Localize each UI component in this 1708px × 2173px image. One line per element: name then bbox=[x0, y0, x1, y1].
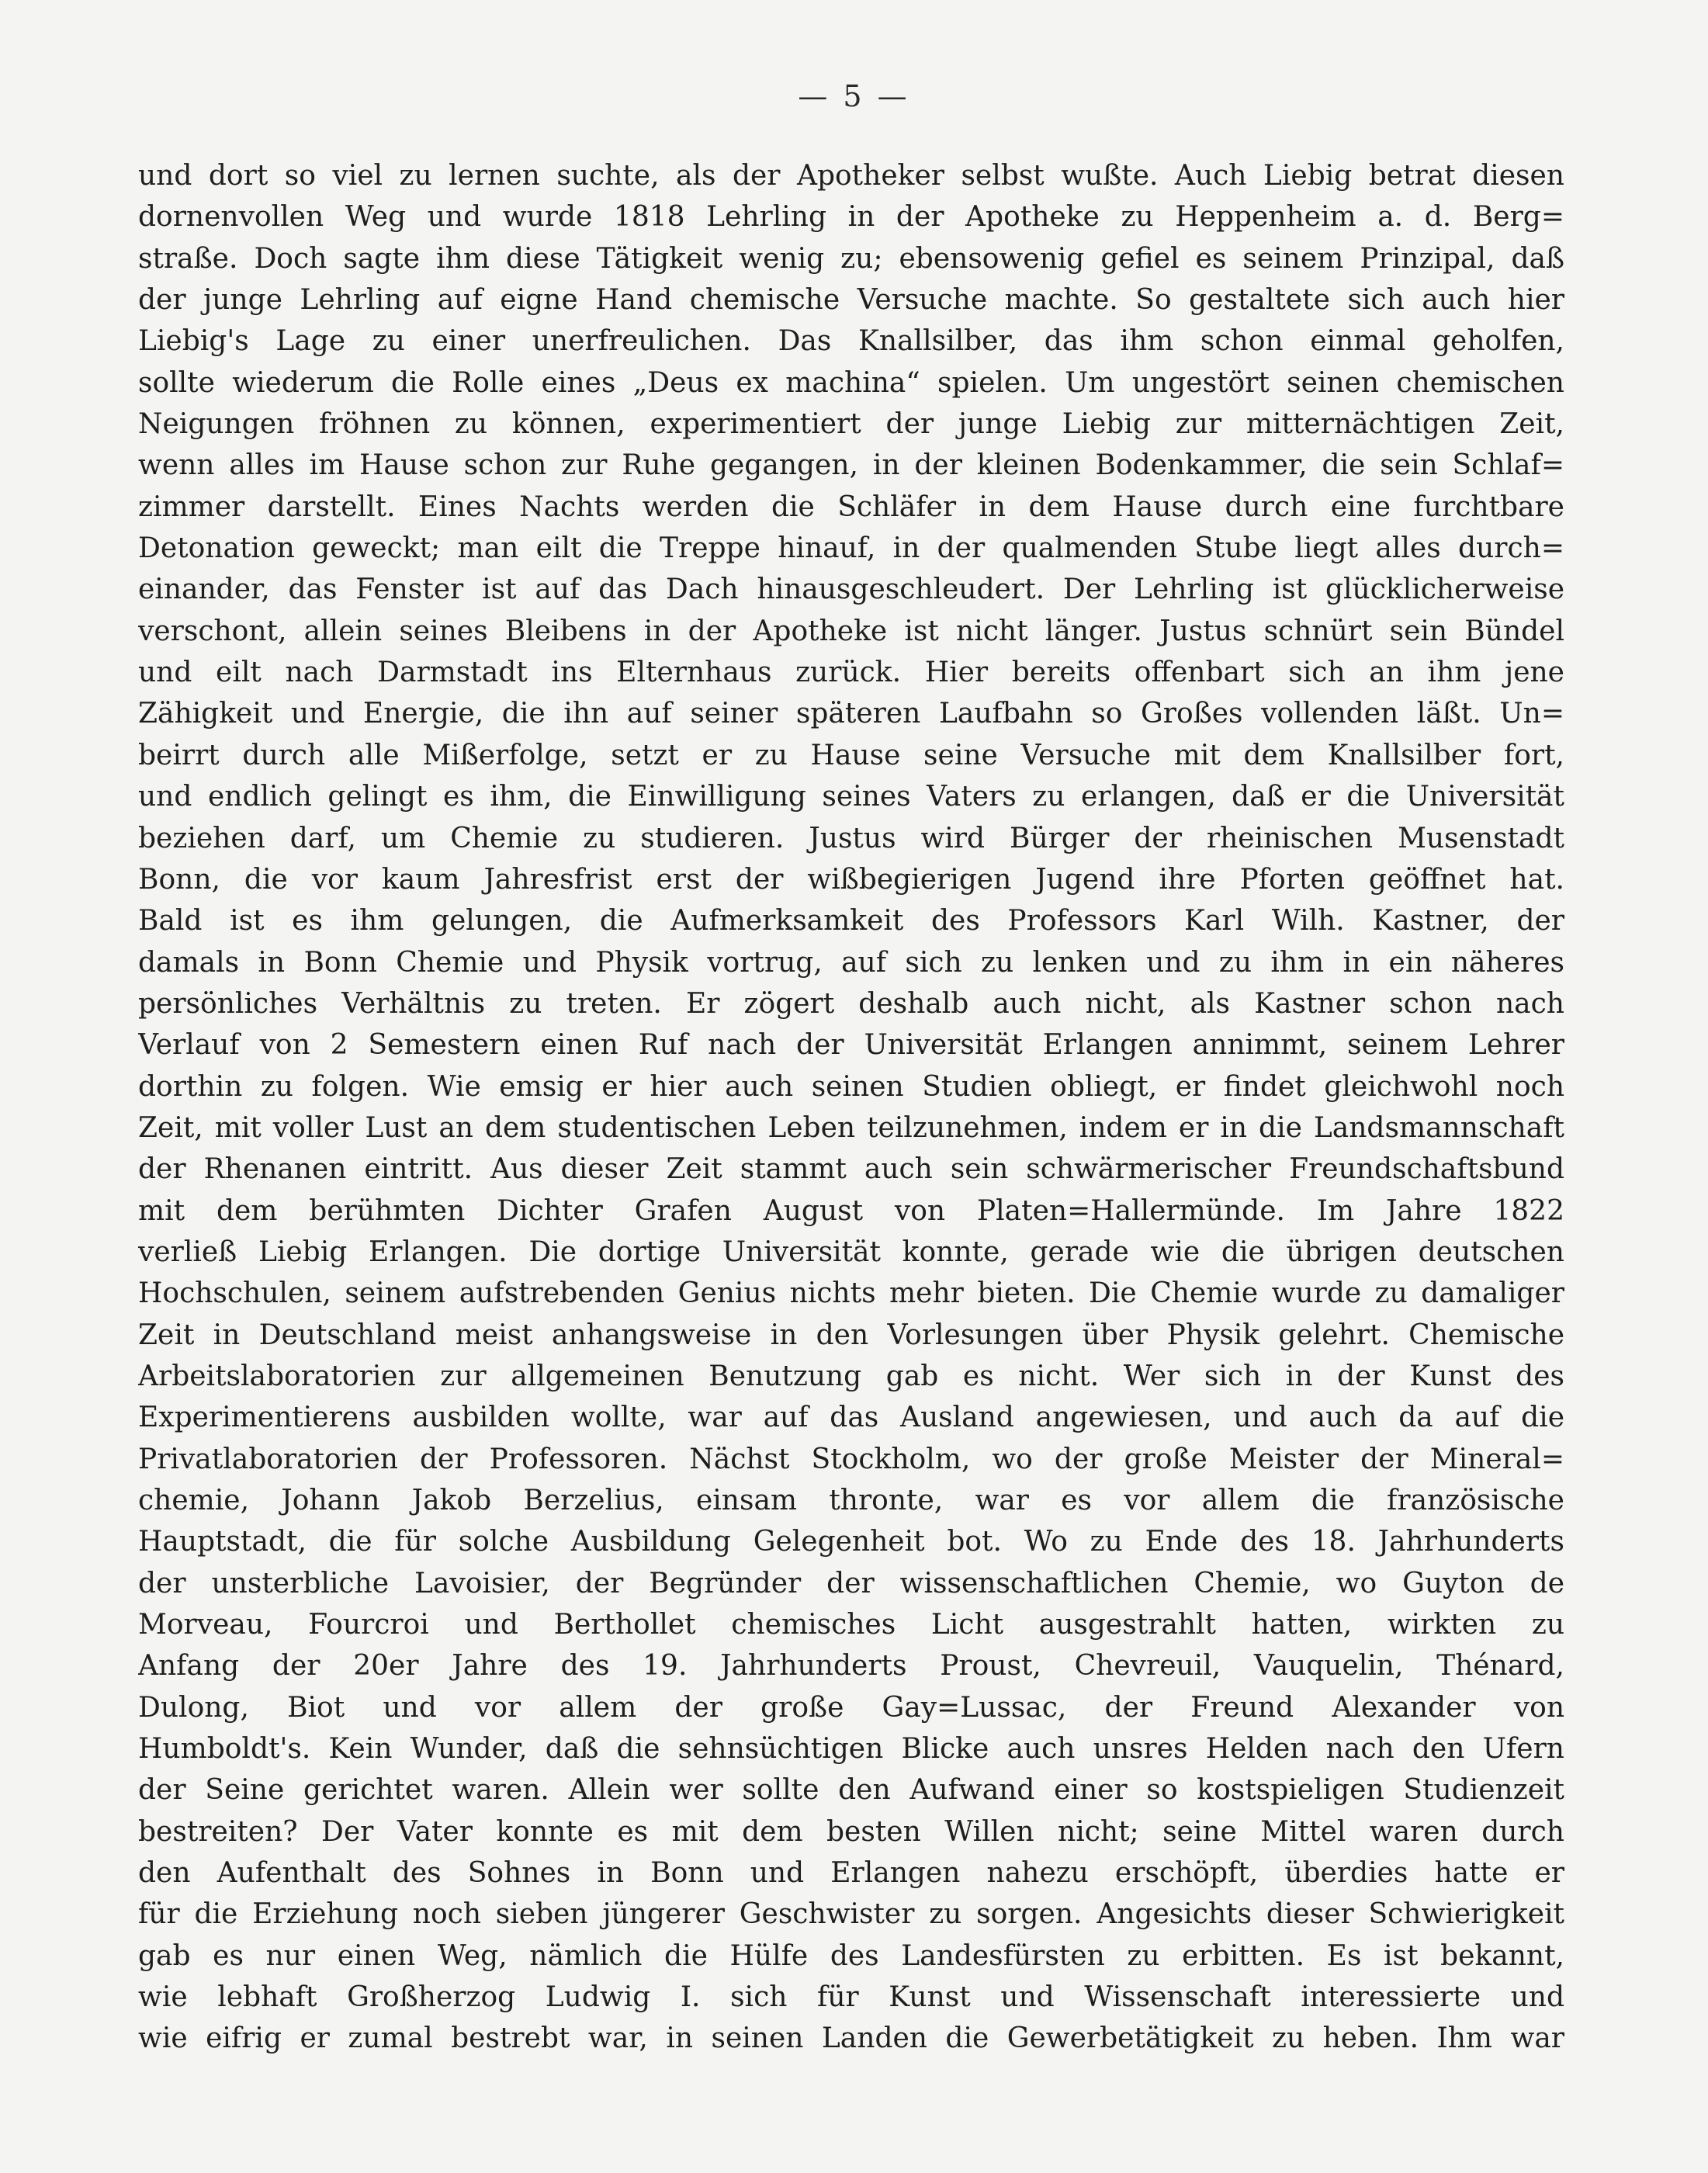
text-line: und endlich gelingt es ihm, die Einwilligung seines Vaters zu erlangen, daß er die Universität bbox=[138, 781, 1564, 813]
text-line: einander, das Fenster ist auf das Dach hinausgeschleudert. Der Lehrling ist glücklicherweise bbox=[138, 574, 1564, 606]
text-line: Bonn, die vor kaum Jahresfrist erst der wißbegierigen Jugend ihre Pforten geöffnet hat. bbox=[138, 863, 1564, 896]
text-line: Privatlaboratorien der Professoren. Nächst Stockholm, wo der große Meister der Mineral= bbox=[138, 1443, 1564, 1475]
text-line: Arbeitslaboratorien zur allgemeinen Benutzung gab es nicht. Wer sich in der Kunst des bbox=[138, 1360, 1564, 1392]
text-line: Anfang der 20er Jahre des 19. Jahrhunderts Proust, Chevreuil, Vauquelin, Thénard, bbox=[138, 1650, 1564, 1683]
text-line: verließ Liebig Erlangen. Die dortige Universität konnte, gerade wie die übrigen deutschen bbox=[138, 1236, 1564, 1268]
text-line: wie lebhaft Großherzog Ludwig I. sich für Kunst und Wissenschaft interessierte und bbox=[138, 1981, 1564, 2014]
text-line: dorthin zu folgen. Wie emsig er hier auch seinen Studien obliegt, er findet gleichwohl noch bbox=[138, 1070, 1564, 1103]
text-line: beirrt durch alle Mißerfolge, setzt er zu Hause seine Versuche mit dem Knallsilber fort, bbox=[138, 739, 1564, 771]
text-line: Bald ist es ihm gelungen, die Aufmerksamkeit des Professors Karl Wilh. Kastner, der bbox=[138, 905, 1564, 937]
text-line: Humboldt's. Kein Wunder, daß die sehnsüchtigen Blicke auch unsres Helden nach den Ufern bbox=[138, 1733, 1564, 1766]
text-line: chemie, Johann Jakob Berzelius, einsam thronte, war es vor allem die französische bbox=[138, 1485, 1564, 1516]
text-line: und eilt nach Darmstadt ins Elternhaus zurück. Hier bereits offenbart sich an ihm jene bbox=[138, 657, 1564, 689]
text-line: sollte wiederum die Rolle eines „Deus ex machina“ spielen. Um ungestört seinen chemischen bbox=[138, 366, 1564, 399]
text-line: straße. Doch sagte ihm diese Tätigkeit wenig zu; ebensowenig gefiel es seinem Prinzipal, daß bbox=[138, 242, 1564, 275]
text-line: Dulong, Biot und vor allem der große Gay=Lussac, der Freund Alexander von bbox=[138, 1691, 1564, 1724]
text-line: Hochschulen, seinem aufstrebenden Genius nichts mehr bieten. Die Chemie wurde zu damaliger bbox=[138, 1277, 1564, 1310]
text-line: Neigungen fröhnen zu können, experimentiert der junge Liebig zur mitternächtigen Zeit, bbox=[138, 408, 1564, 441]
text-line: Morveau, Fourcroi und Berthollet chemisches Licht ausgestrahlt hatten, wirkten zu bbox=[138, 1609, 1564, 1641]
text-line: der Seine gerichtet waren. Allein wer sollte den Aufwand einer so kostspieligen Studienzeit bbox=[138, 1774, 1564, 1807]
text-line: zimmer darstellt. Eines Nachts werden die Schläfer in dem Hause durch eine furchtbare bbox=[138, 490, 1564, 523]
text-line: der unsterbliche Lavoisier, der Begründer der wissenschaftlichen Chemie, wo Guyton de bbox=[138, 1567, 1564, 1599]
text-line: verschont, allein seines Bleibens in der Apotheke ist nicht länger. Justus schnürt sein Bündel bbox=[138, 615, 1564, 647]
text-line: mit dem berühmten Dichter Grafen August von Platen=Hallermünde. Im Jahre 1822 bbox=[138, 1194, 1564, 1227]
text-line: Experimentierens ausbilden wollte, war auf das Ausland angewiesen, und auch da auf die bbox=[138, 1402, 1564, 1434]
text-line: für die Erziehung noch sieben jüngerer Geschwister zu sorgen. Angesichts dieser Schwierigkeit bbox=[138, 1898, 1564, 1931]
text-line: damals in Bonn Chemie und Physik vortrug, auf sich zu lenken und zu ihm in ein näheres bbox=[138, 946, 1564, 979]
page-number: — 5 — bbox=[798, 79, 910, 113]
text-line: Hauptstadt, die für solche Ausbildung Gelegenheit bot. Wo zu Ende des 18. Jahrhunderts bbox=[138, 1526, 1564, 1558]
text-line: der junge Lehrling auf eigne Hand chemische Versuche machte. So gestaltete sich auch hier bbox=[138, 284, 1564, 317]
text-line: Detonation geweckt; man eilt die Treppe hinauf, in der qualmenden Stube liegt alles durch= bbox=[138, 532, 1564, 565]
text-line: gab es nur einen Weg, nämlich die Hülfe des Landesfürsten zu erbitten. Es ist bekannt, bbox=[138, 1939, 1564, 1972]
text-line: Zähigkeit und Energie, die ihn auf seiner späteren Laufbahn so Großes vollenden läßt. Un= bbox=[138, 698, 1564, 730]
text-line: Zeit in Deutschland meist anhangsweise in den Vorlesungen über Physik gelehrt. Chemische bbox=[138, 1319, 1564, 1351]
text-line: und dort so viel zu lernen suchte, als der Apotheker selbst wußte. Auch Liebig betrat diesen bbox=[138, 160, 1564, 192]
text-line: bestreiten? Der Vater konnte es mit dem besten Willen nicht; seine Mittel waren durch bbox=[138, 1815, 1564, 1848]
text-line: den Aufenthalt des Sohnes in Bonn und Erlangen nahezu erschöpft, überdies hatte er bbox=[138, 1857, 1564, 1890]
text-line: dornenvollen Weg und wurde 1818 Lehrling in der Apotheke zu Heppenheim a. d. Berg= bbox=[138, 201, 1564, 234]
text-line: persönliches Verhältnis zu treten. Er zögert deshalb auch nicht, als Kastner schon nach bbox=[138, 987, 1564, 1020]
body-text bbox=[138, 155, 1564, 2060]
text-line: der Rhenanen eintritt. Aus dieser Zeit stammt auch sein schwärmerischer Freundschaftsbund bbox=[138, 1153, 1564, 1186]
text-line: wie eifrig er zumal bestrebt war, in seinen Landen die Gewerbetätigkeit zu heben. Ihm war bbox=[138, 2022, 1564, 2055]
text-line: Verlauf von 2 Semestern einen Ruf nach der Universität Erlangen annimmt, seinem Lehrer bbox=[138, 1029, 1564, 1062]
text-line: beziehen darf, um Chemie zu studieren. Justus wird Bürger der rheinischen Musenstadt bbox=[138, 822, 1564, 854]
text-line: Liebig's Lage zu einer unerfreulichen. Das Knallsilber, das ihm schon einmal geholfen, bbox=[138, 325, 1564, 358]
text-line: wenn alles im Hause schon zur Ruhe gegangen, in der kleinen Bodenkammer, die sein Schlaf= bbox=[138, 449, 1564, 482]
text-line: Zeit, mit voller Lust an dem studentischen Leben teilzunehmen, indem er in die Landsmannschaft bbox=[138, 1111, 1564, 1144]
